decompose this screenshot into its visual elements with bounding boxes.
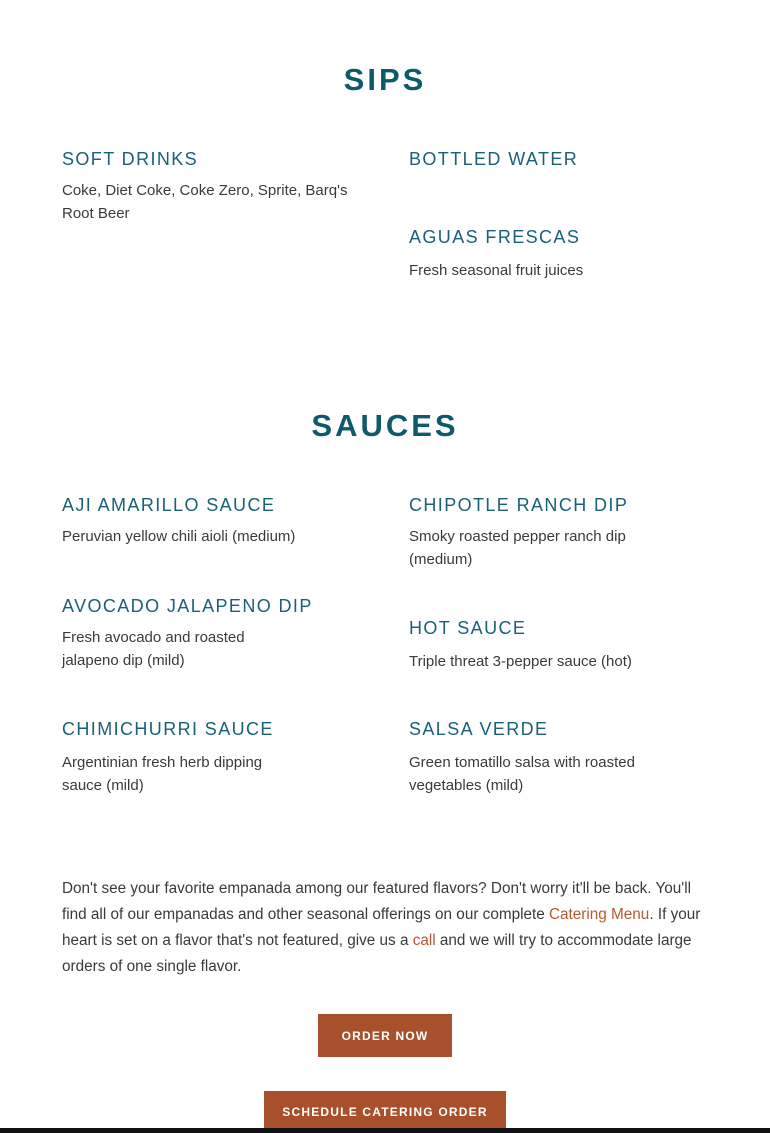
order-now-button[interactable]: ORDER NOW [318,1014,452,1057]
menu-item-soft-drinks [62,147,362,225]
item-title: BOTTLED WATER [409,149,579,169]
menu-item-bottled-water [409,147,709,171]
menu-item-aji-amarillo [62,493,362,548]
item-title: SOFT DRINKS [62,149,199,169]
bottom-divider [0,1128,770,1133]
item-title: CHIPOTLE RANCH DIP [409,495,629,515]
item-description: Fresh seasonal fruit juices [409,262,584,279]
item-description: Green tomatillo salsa with roasted vegetables (mild) [409,754,635,794]
item-description: Argentinian fresh herb dipping sauce (mild) [62,754,263,794]
menu-item-avocado-jalapeno [62,594,362,672]
sips-heading: SIPS [343,62,427,97]
note-text: . If your heart is set on a flavor that's not featured, give us a [62,906,701,949]
catering-menu-link[interactable]: Catering Menu [548,906,650,923]
item-description: Triple threat 3-pepper sauce (hot) [409,653,632,670]
schedule-catering-order-button[interactable]: SCHEDULE CATERING ORDER [264,1091,506,1133]
menu-item-aguas-frescas [409,225,709,282]
call-link[interactable]: call [412,932,436,949]
item-title: AGUAS FRESCAS [409,227,581,247]
item-title: HOT SAUCE [409,618,527,638]
note-text: Don't see your favorite empanada among our featured flavors? Don't worry it'll be back. You'll find all of our empanadas and other seasonal offerings on our complete [62,880,692,923]
item-title: CHIMICHURRI SAUCE [62,719,274,739]
item-title: AJI AMARILLO SAUCE [62,495,276,515]
item-description: Smoky roasted pepper ranch dip (medium) [409,528,626,568]
item-description: Coke, Diet Coke, Coke Zero, Sprite, Barq's Root Beer [62,182,348,222]
catering-note [62,876,712,980]
sauces-heading: SAUCES [311,408,459,443]
item-title: SALSA VERDE [409,719,549,739]
item-description: Fresh avocado and roasted jalapeno dip (mild) [62,629,245,669]
note-text: and we will try to accommodate large orders of one single flavor. [62,932,692,975]
menu-item-chipotle-ranch [409,493,709,571]
item-description: Peruvian yellow chili aioli (medium) [62,528,296,545]
menu-item-salsa-verde [409,717,709,797]
menu-item-hot-sauce [409,616,709,673]
menu-item-chimichurri [62,717,362,797]
item-title: AVOCADO JALAPENO DIP [62,596,313,616]
